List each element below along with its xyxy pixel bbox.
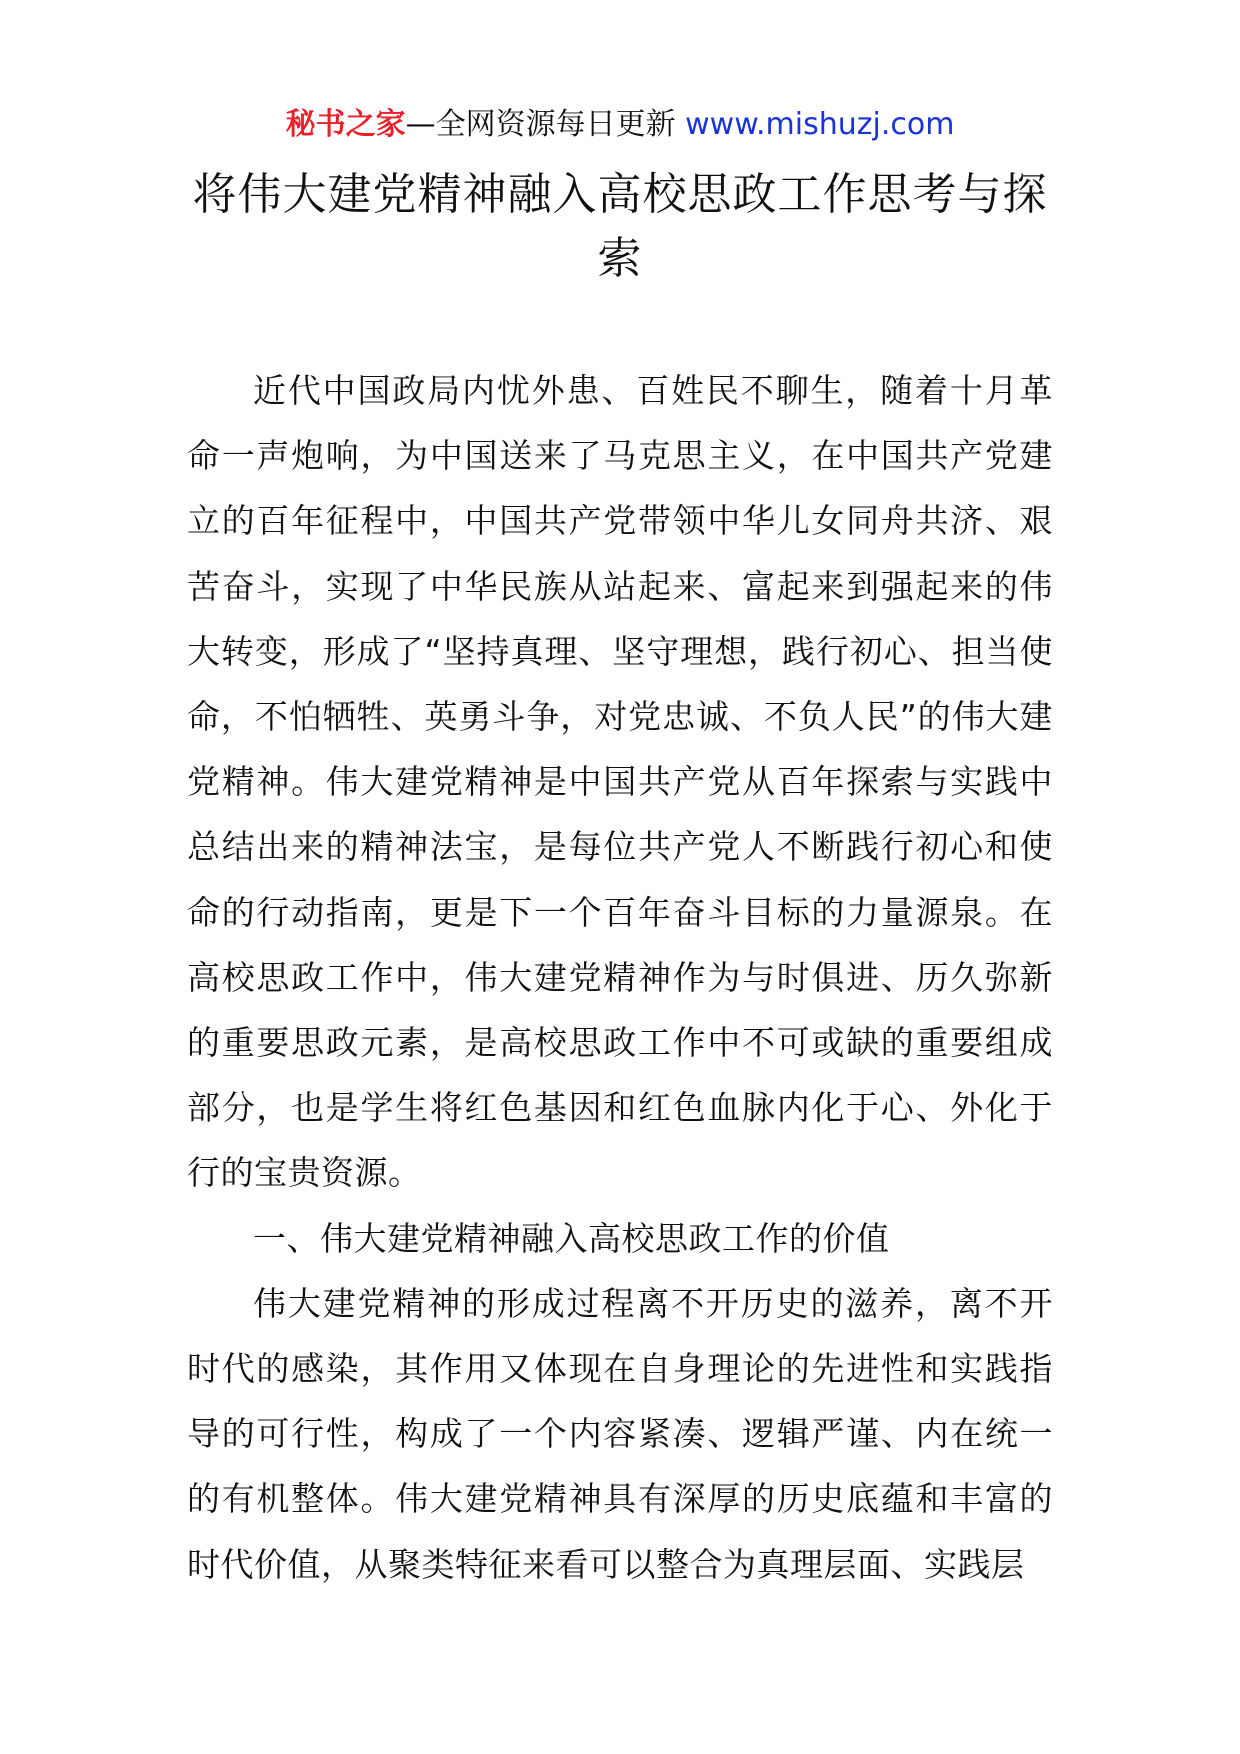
document-body	[187, 358, 1053, 1597]
site-url-link[interactable]: www.mishuzj.com	[685, 107, 955, 142]
site-slogan: —全网资源每日更新	[405, 107, 676, 142]
document-title: 将伟大建党精神融入高校思政工作思考与探索	[192, 169, 1048, 284]
site-brand: 秘书之家	[285, 107, 406, 142]
section-heading: 一、伟大建党精神融入高校思政工作的价值	[253, 1218, 890, 1258]
intro-paragraph: 近代中国政局内忧外患、百姓民不聊生，随着十月革命一声炮响，为中国送来了马克思主义，在中国共产党建立的百年征程中，中国共产党带领中华儿女同舟共济、艰苦奋斗，实现了中华民族从站起来、富起来到强起来的伟大转变，形成了“坚持真理、坚守理想，践行初心、担当使命，不怕牺牲、英勇斗争，对党忠诚、不负人民”的伟大建党精神。伟大建党精神是中国共产党从百年探索与实践中总结出来的精神法宝，是每位共产党人不断践行初心和使命的行动指南，更是下一个百年奋斗目标的力量源泉。在高校思政工作中，伟大建党精神作为与时俱进、历久弥新的重要思政元素，是高校思政工作中不可或缺的重要组成部分，也是学生将红色基因和红色血脉内化于心、外化于行的宝贵资源。	[187, 371, 1053, 1193]
site-header	[0, 103, 1240, 147]
section-paragraph: 伟大建党精神的形成过程离不开历史的滋养，离不开时代的感染，其作用又体现在自身理论的先进性和实践指导的可行性，构成了一个内容紧凑、逻辑严谨、内在统一的有机整体。伟大建党精神具有深厚的历史底蕴和丰富的时代价值，从聚类特征来看可以整合为真理层面、实践层	[187, 1283, 1053, 1584]
